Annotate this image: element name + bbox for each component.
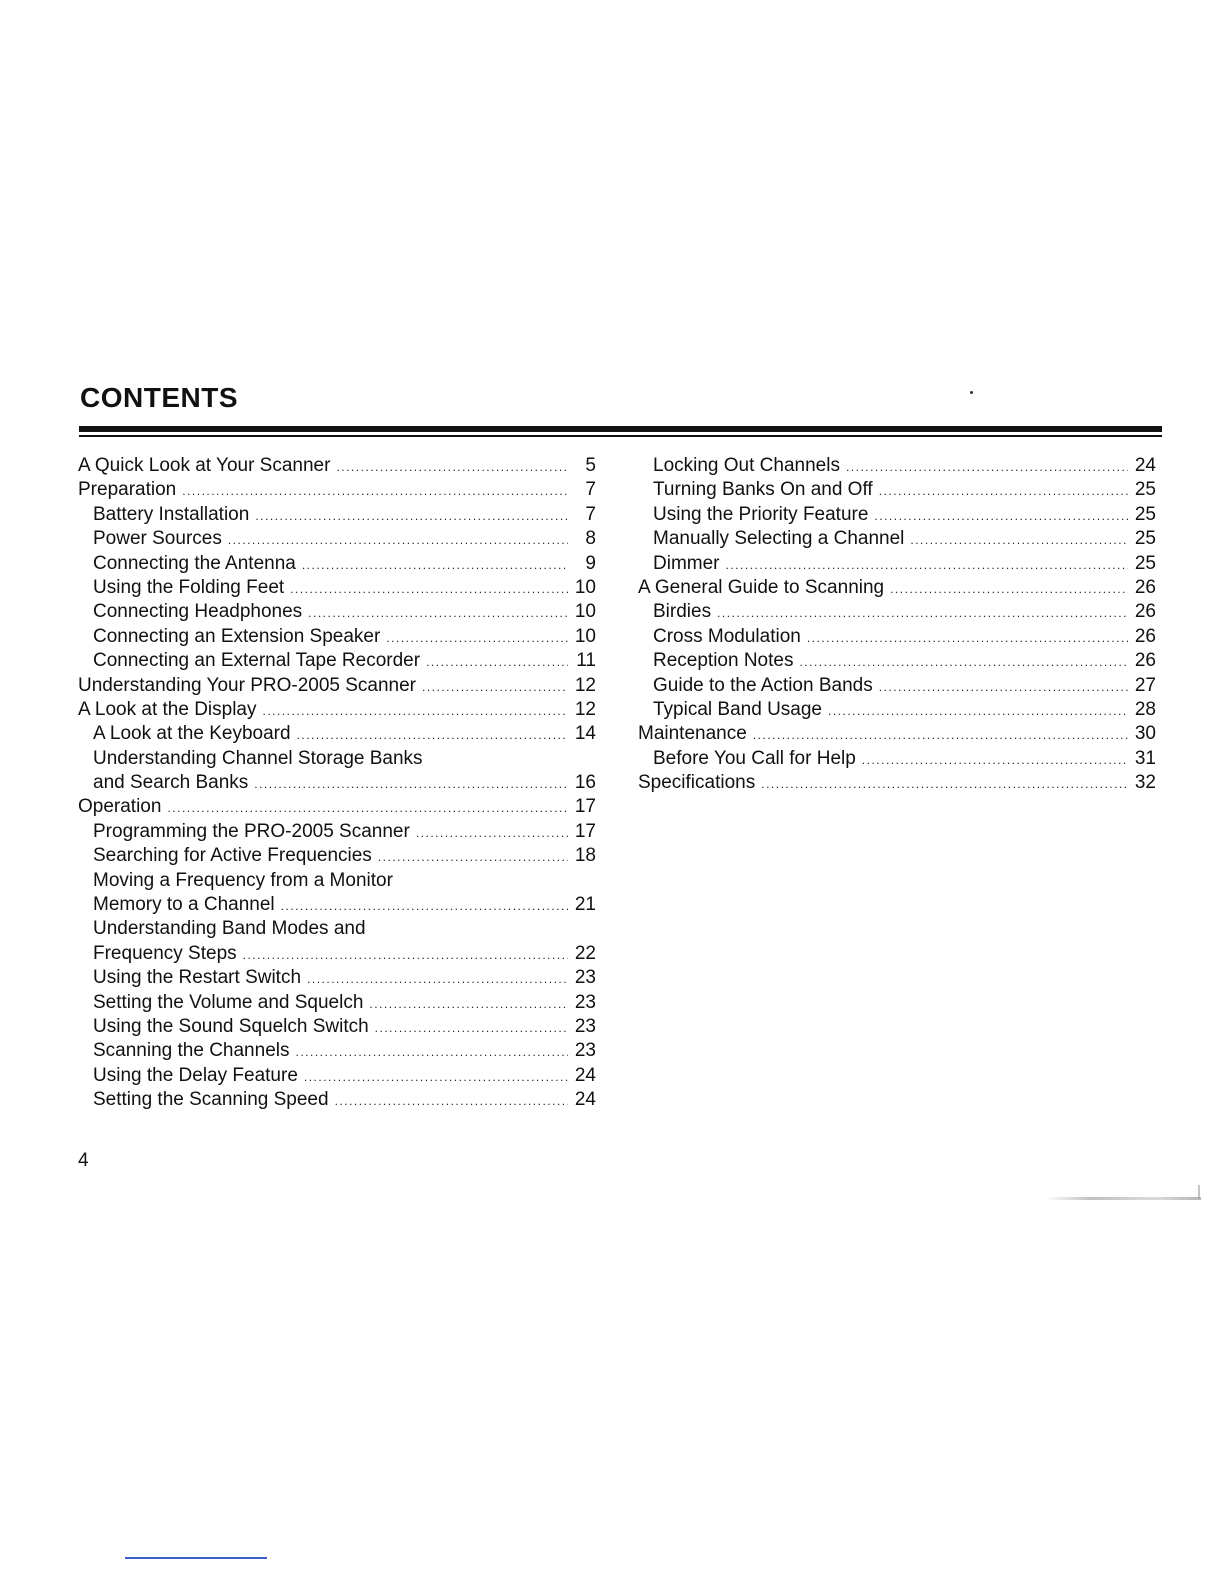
- toc-entry-page: 14: [574, 723, 596, 745]
- toc-entry: [78, 674, 596, 698]
- toc-entry: [78, 917, 596, 941]
- toc-entry-page: 26: [1134, 625, 1156, 647]
- toc-dot-leader: [879, 479, 1128, 502]
- toc-dot-leader: [302, 553, 568, 576]
- toc-dot-leader: [890, 577, 1128, 600]
- toc-dot-leader: [336, 455, 568, 478]
- toc-entry: [78, 527, 596, 551]
- toc-entry: [78, 795, 596, 819]
- toc-entry-page: 30: [1134, 723, 1156, 745]
- toc-entry: [78, 503, 596, 527]
- toc-entry: [78, 454, 596, 478]
- toc-entry: [638, 600, 1156, 624]
- toc-entry-title: Typical Band Usage: [653, 698, 822, 720]
- toc-dot-leader: [304, 1065, 568, 1088]
- toc-entry: [78, 1039, 596, 1063]
- toc-dot-leader: [243, 943, 568, 966]
- toc-entry-page: 17: [574, 796, 596, 818]
- toc-entry: [78, 942, 596, 966]
- toc-entry: [78, 698, 596, 722]
- toc-entry-title: Before You Call for Help: [653, 747, 856, 769]
- toc-dot-leader: [807, 626, 1128, 649]
- toc-entry-title: Battery Installation: [93, 503, 250, 525]
- toc-entry-title: Understanding Band Modes and: [93, 918, 366, 940]
- toc-entry-title: Reception Notes: [653, 650, 794, 672]
- toc-entry-page: 21: [574, 894, 596, 916]
- toc-entry: [638, 771, 1156, 795]
- toc-entry-title: Connecting an Extension Speaker: [93, 625, 381, 647]
- toc-entry-page: 26: [1134, 650, 1156, 672]
- toc-entry-title: Memory to a Channel: [93, 894, 275, 916]
- toc-entry: [78, 747, 596, 771]
- header-rule-thick: [79, 426, 1162, 432]
- toc-entry: [78, 1015, 596, 1039]
- toc-entry-title: Cross Modulation: [653, 625, 801, 647]
- toc-entry-page: 10: [574, 576, 596, 598]
- toc-entry-page: 7: [585, 479, 596, 501]
- toc-dot-leader: [422, 675, 568, 698]
- toc-entry-page: 10: [574, 601, 596, 623]
- toc-entry-page: 23: [574, 1040, 596, 1062]
- toc-entry: [78, 576, 596, 600]
- toc-entry-page: 17: [574, 820, 596, 842]
- toc-entry-page: 27: [1134, 674, 1156, 696]
- toc-entry: [78, 820, 596, 844]
- toc-dot-leader: [263, 699, 569, 722]
- toc-entry: [78, 966, 596, 990]
- toc-dot-leader: [846, 455, 1128, 478]
- toc-entry-title: Using the Restart Switch: [93, 967, 302, 989]
- toc-entry: [638, 576, 1156, 600]
- toc-dot-leader: [910, 528, 1128, 551]
- toc-dot-leader: [386, 626, 568, 649]
- page-title: CONTENTS: [80, 382, 238, 413]
- toc-entry: [78, 625, 596, 649]
- toc-dot-leader: [426, 650, 568, 673]
- toc-entry: [638, 625, 1156, 649]
- toc-entry-page: 24: [574, 1064, 596, 1086]
- toc-entry-page: 24: [1134, 455, 1156, 476]
- toc-entry-title: Connecting the Antenna: [93, 552, 296, 574]
- toc-entry: [78, 893, 596, 917]
- toc-entry-title: Using the Sound Squelch Switch: [93, 1015, 369, 1037]
- toc-entry-page: 24: [574, 1089, 596, 1111]
- toc-entry-title: Specifications: [638, 772, 756, 794]
- toc-entry: [638, 698, 1156, 722]
- toc-entry: [78, 1064, 596, 1088]
- toc-entry-title: Using the Delay Feature: [93, 1064, 298, 1086]
- toc-entry-page: 25: [1134, 528, 1156, 550]
- toc-entry-title: Preparation: [78, 479, 177, 501]
- toc-dot-leader: [335, 1089, 568, 1112]
- toc-entry-title: Setting the Volume and Squelch: [93, 991, 364, 1013]
- toc-entry: [638, 503, 1156, 527]
- toc-entry-page: 23: [574, 967, 596, 989]
- toc-entry-title: Understanding Channel Storage Banks: [93, 747, 423, 769]
- toc-entry-title: Setting the Scanning Speed: [93, 1089, 329, 1111]
- toc-entry-page: 5: [585, 455, 596, 476]
- toc-dot-leader: [799, 650, 1128, 673]
- toc-entry: [638, 649, 1156, 673]
- toc-dot-leader: [297, 723, 568, 746]
- toc-entry: [638, 527, 1156, 551]
- toc-entry-title: Maintenance: [638, 723, 747, 745]
- toc-entry-title: Frequency Steps: [93, 942, 237, 964]
- toc-entry-title: Dimmer: [653, 552, 720, 574]
- toc-entry: [78, 478, 596, 502]
- toc-entry-title: Birdies: [653, 601, 712, 623]
- toc-entry-page: 25: [1134, 552, 1156, 574]
- toc-entry-page: 7: [585, 503, 596, 525]
- toc-entry-title: and Search Banks: [93, 772, 249, 794]
- toc-entry-title: Programming the PRO-2005 Scanner: [93, 820, 410, 842]
- toc-entry: [78, 649, 596, 673]
- toc-entry-title: Connecting Headphones: [93, 601, 303, 623]
- bottom-edge-line: [125, 1557, 267, 1559]
- toc-entry: [78, 844, 596, 868]
- toc-entry-page: 26: [1134, 576, 1156, 598]
- toc-dot-leader: [308, 601, 568, 624]
- toc-entry: [78, 869, 596, 893]
- toc-entry: [638, 722, 1156, 746]
- toc-entry: [638, 552, 1156, 576]
- toc-entry: [638, 674, 1156, 698]
- toc-entry-title: Moving a Frequency from a Monitor: [93, 869, 393, 891]
- toc-entry-page: 23: [574, 1015, 596, 1037]
- scan-smudge-tick: [1198, 1185, 1200, 1198]
- toc-entry-title: Guide to the Action Bands: [653, 674, 873, 696]
- toc-entry-title: Connecting an External Tape Recorder: [93, 650, 421, 672]
- toc-entry: [638, 454, 1156, 478]
- scan-smudge: [1045, 1197, 1201, 1200]
- toc-dot-leader: [167, 796, 568, 819]
- toc-entry-title: A General Guide to Scanning: [638, 576, 885, 598]
- toc-entry-title: Searching for Active Frequencies: [93, 845, 372, 867]
- toc-dot-leader: [295, 1040, 568, 1063]
- toc-entry-title: Understanding Your PRO-2005 Scanner: [78, 674, 417, 696]
- toc-dot-leader: [290, 577, 568, 600]
- toc-dot-leader: [717, 601, 1128, 624]
- toc-entry-page: 22: [574, 942, 596, 964]
- toc-entry-page: 32: [1134, 772, 1156, 794]
- scan-speck: [970, 391, 973, 394]
- toc-left-column: [78, 454, 596, 1113]
- toc-dot-leader: [761, 772, 1128, 795]
- toc-entry-page: 31: [1134, 747, 1156, 769]
- toc-entry-title: Using the Priority Feature: [653, 503, 869, 525]
- toc-entry: [78, 771, 596, 795]
- toc-entry-page: 8: [585, 528, 596, 550]
- toc-entry-page: 26: [1134, 601, 1156, 623]
- toc-entry: [78, 552, 596, 576]
- toc-dot-leader: [182, 479, 568, 502]
- toc-entry-title: A Quick Look at Your Scanner: [78, 455, 331, 476]
- toc-dot-leader: [255, 504, 568, 527]
- toc-entry-title: A Look at the Display: [78, 698, 257, 720]
- toc-dot-leader: [753, 723, 1128, 746]
- toc-entry: [78, 1088, 596, 1112]
- toc-dot-leader: [378, 845, 568, 868]
- toc-entry-page: 25: [1134, 479, 1156, 501]
- toc-entry-page: 16: [574, 772, 596, 794]
- page-number: 4: [78, 1150, 89, 1171]
- header-rule-thin: [79, 435, 1162, 437]
- toc-entry-page: 11: [576, 650, 596, 672]
- toc-entry: [638, 478, 1156, 502]
- toc-entry-page: 25: [1134, 503, 1156, 525]
- toc-dot-leader: [228, 528, 568, 551]
- toc-entry-title: Scanning the Channels: [93, 1040, 290, 1062]
- toc-dot-leader: [375, 1016, 568, 1039]
- toc-entry: [638, 747, 1156, 771]
- toc-dot-leader: [281, 894, 568, 917]
- toc-entry-title: Turning Banks On and Off: [653, 479, 873, 501]
- toc-entry-page: 12: [574, 674, 596, 696]
- toc-entry-page: 10: [574, 625, 596, 647]
- toc-entry-page: 9: [585, 552, 596, 574]
- toc-entry-title: Operation: [78, 796, 162, 818]
- toc-dot-leader: [726, 553, 1129, 576]
- toc-right-column: [638, 454, 1156, 795]
- toc-entry: [78, 600, 596, 624]
- toc-entry-title: A Look at the Keyboard: [93, 723, 291, 745]
- toc-entry-page: 12: [574, 698, 596, 720]
- toc-entry-title: Locking Out Channels: [653, 455, 840, 476]
- toc-dot-leader: [862, 748, 1128, 771]
- toc-entry-title: Power Sources: [93, 528, 222, 550]
- toc-entry-page: 28: [1134, 698, 1156, 720]
- toc-dot-leader: [828, 699, 1128, 722]
- toc-entry-title: Manually Selecting a Channel: [653, 528, 905, 550]
- toc-dot-leader: [369, 992, 568, 1015]
- toc-entry: [78, 991, 596, 1015]
- toc-dot-leader: [416, 821, 568, 844]
- toc-dot-leader: [874, 504, 1128, 527]
- toc-dot-leader: [254, 772, 568, 795]
- toc-entry-title: Using the Folding Feet: [93, 576, 285, 598]
- toc-entry-page: 23: [574, 991, 596, 1013]
- toc-dot-leader: [307, 967, 568, 990]
- toc-entry-page: 18: [574, 845, 596, 867]
- toc-dot-leader: [879, 675, 1128, 698]
- toc-entry: [78, 722, 596, 746]
